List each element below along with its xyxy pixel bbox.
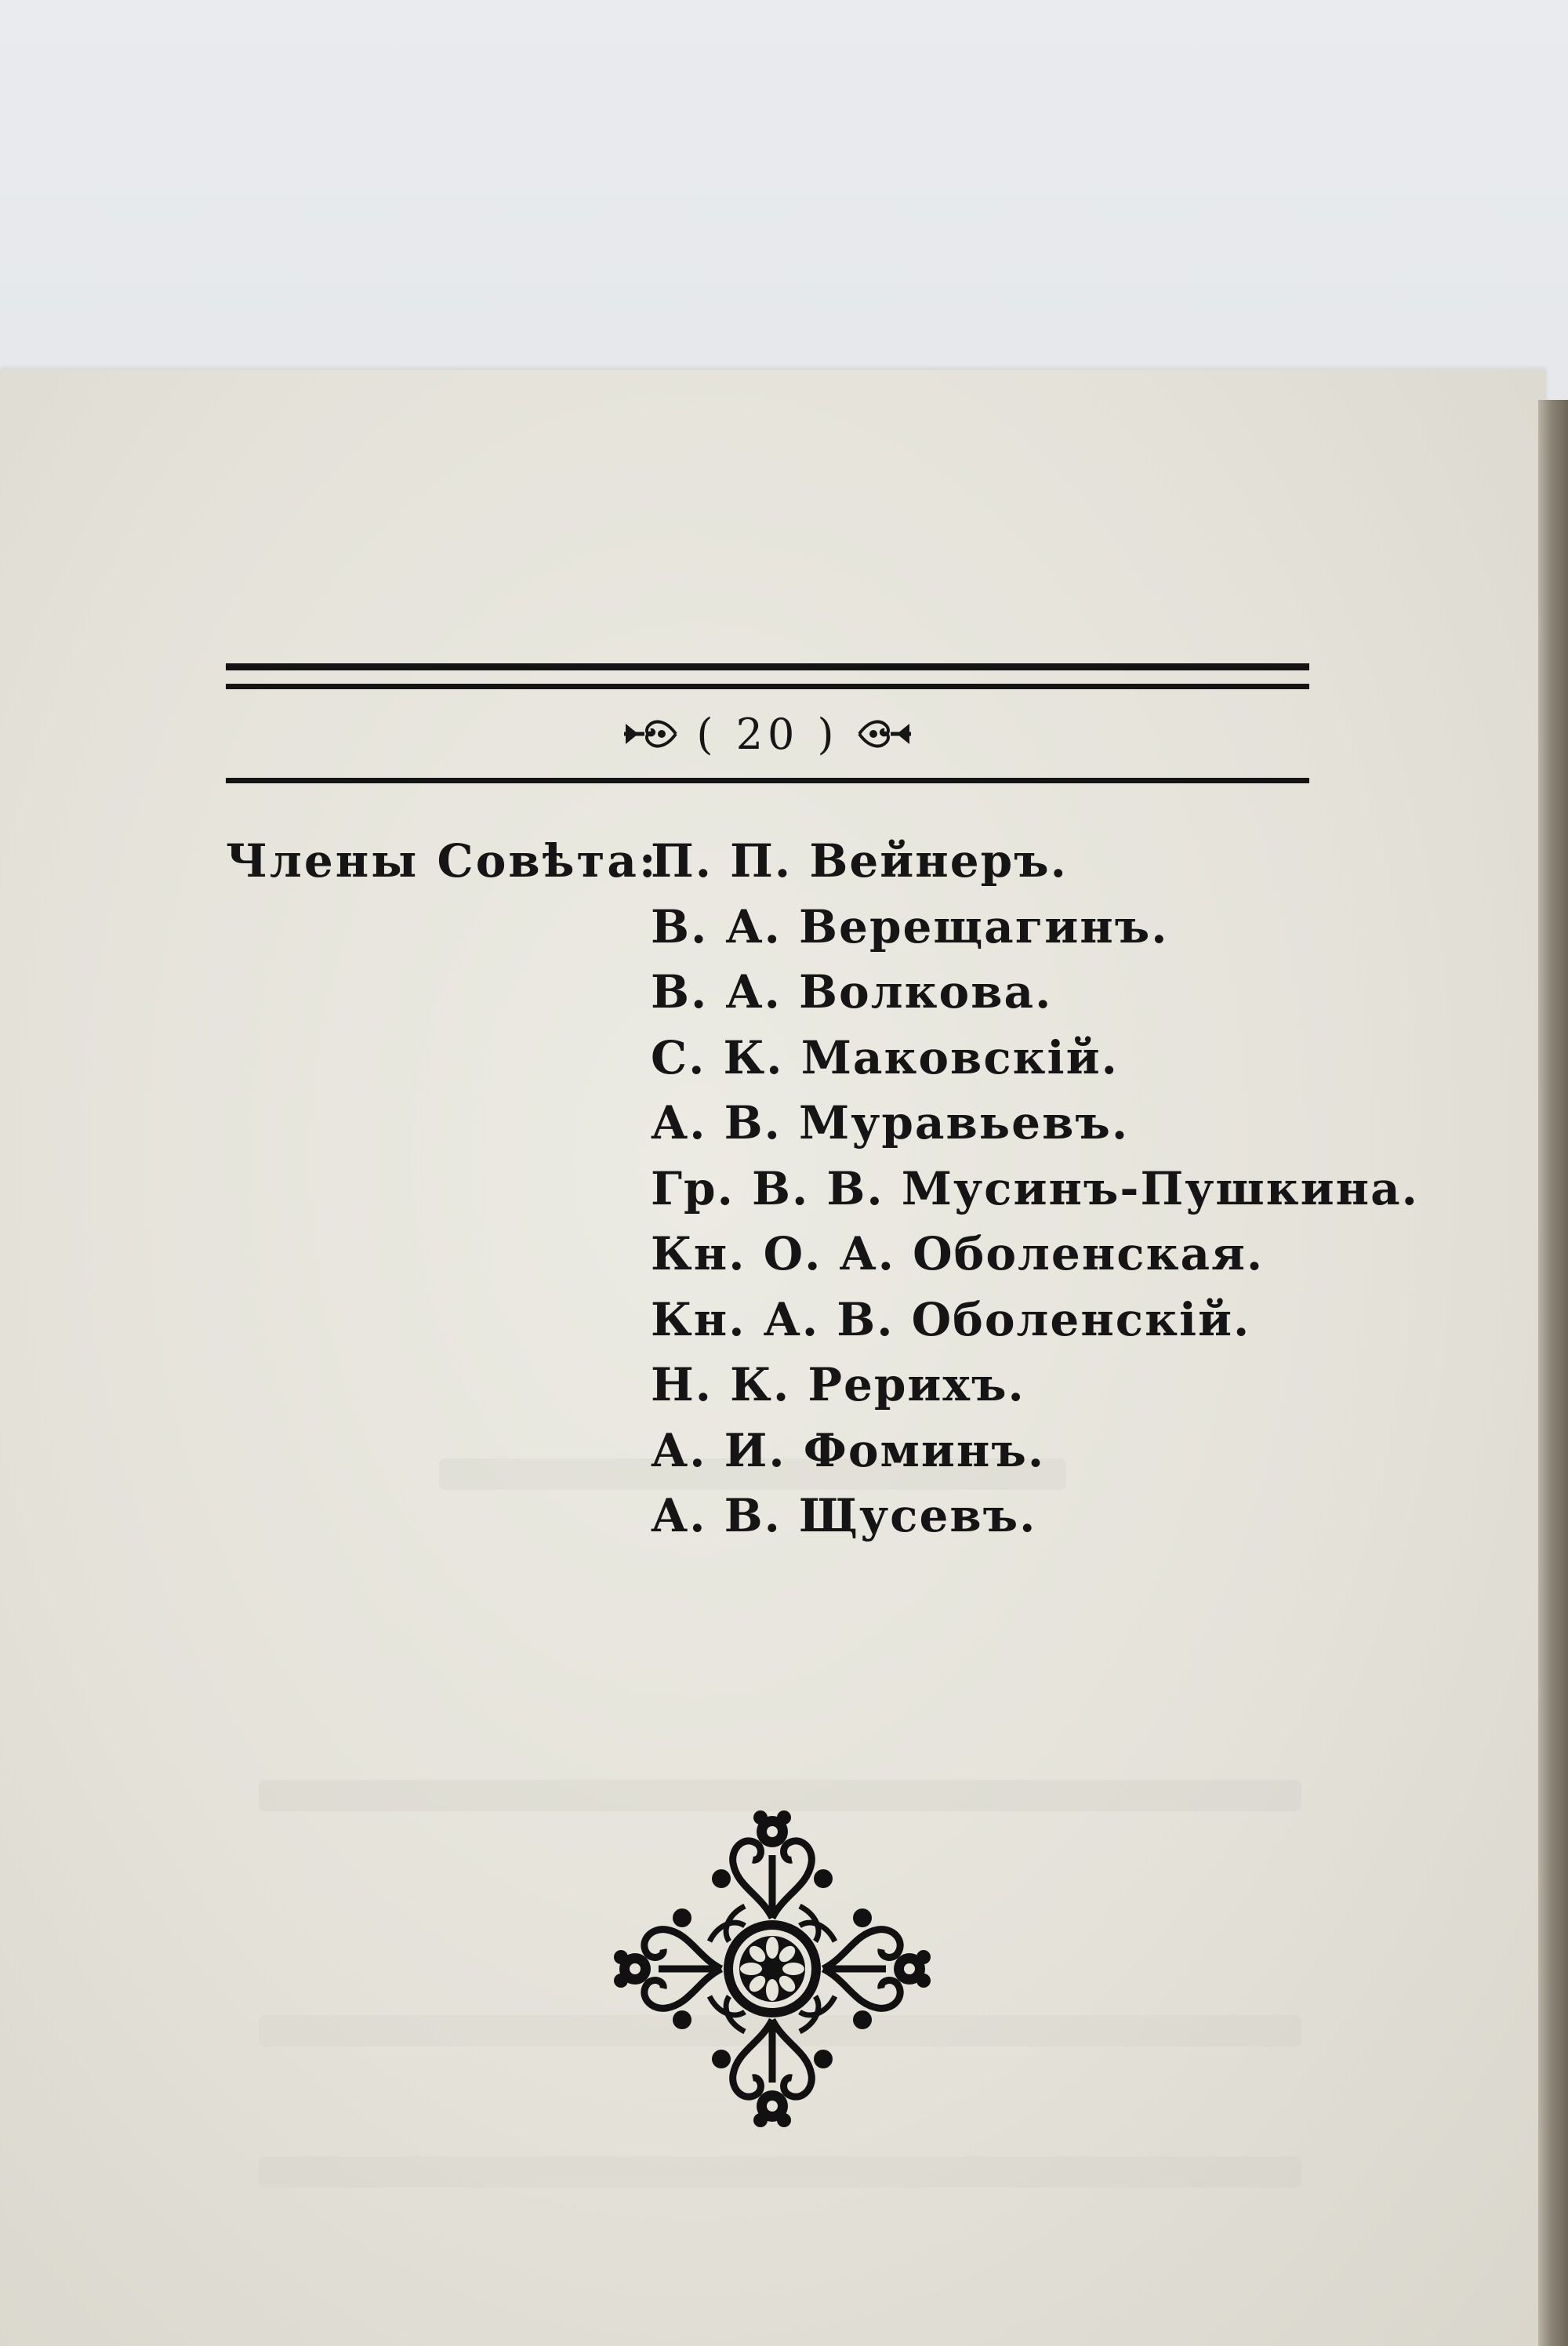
list-item: Кн. А. В. Оболенскій.: [651, 1292, 1251, 1346]
list-item: Гр. В. В. Мусинъ-Пушкина.: [651, 1161, 1419, 1215]
header-rule-second: [226, 684, 1309, 689]
list-item: В. А. Волкова.: [651, 965, 1053, 1019]
list-item: С. К. Маковскій.: [651, 1030, 1119, 1084]
council-members-list: [651, 831, 1419, 1552]
page-number-line: [226, 704, 1309, 764]
council-members-label: Члены Совѣта:: [226, 834, 659, 888]
list-item: Кн. О. А. Оболенская.: [651, 1227, 1265, 1280]
floral-vignette-icon: [604, 1800, 941, 2137]
fleuron-left-icon: [621, 714, 679, 754]
list-item: Н. К. Рерихъ.: [651, 1358, 1025, 1411]
list-item: А. В. Щусевъ.: [651, 1489, 1037, 1542]
bleed-through-texture: [259, 2156, 1301, 2188]
list-item: П. П. Вейнеръ.: [651, 834, 1068, 888]
fleuron-right-icon: [856, 714, 914, 754]
header-rule-bottom: [226, 778, 1309, 783]
book-spine-edge: [1538, 400, 1568, 2346]
page-number: ( 20 ): [696, 709, 839, 759]
list-item: А. В. Муравьевъ.: [651, 1096, 1130, 1149]
header-rule-top: [226, 663, 1309, 670]
list-item: А. И. Фоминъ.: [651, 1423, 1046, 1477]
list-item: В. А. Верещагинъ.: [651, 899, 1169, 953]
